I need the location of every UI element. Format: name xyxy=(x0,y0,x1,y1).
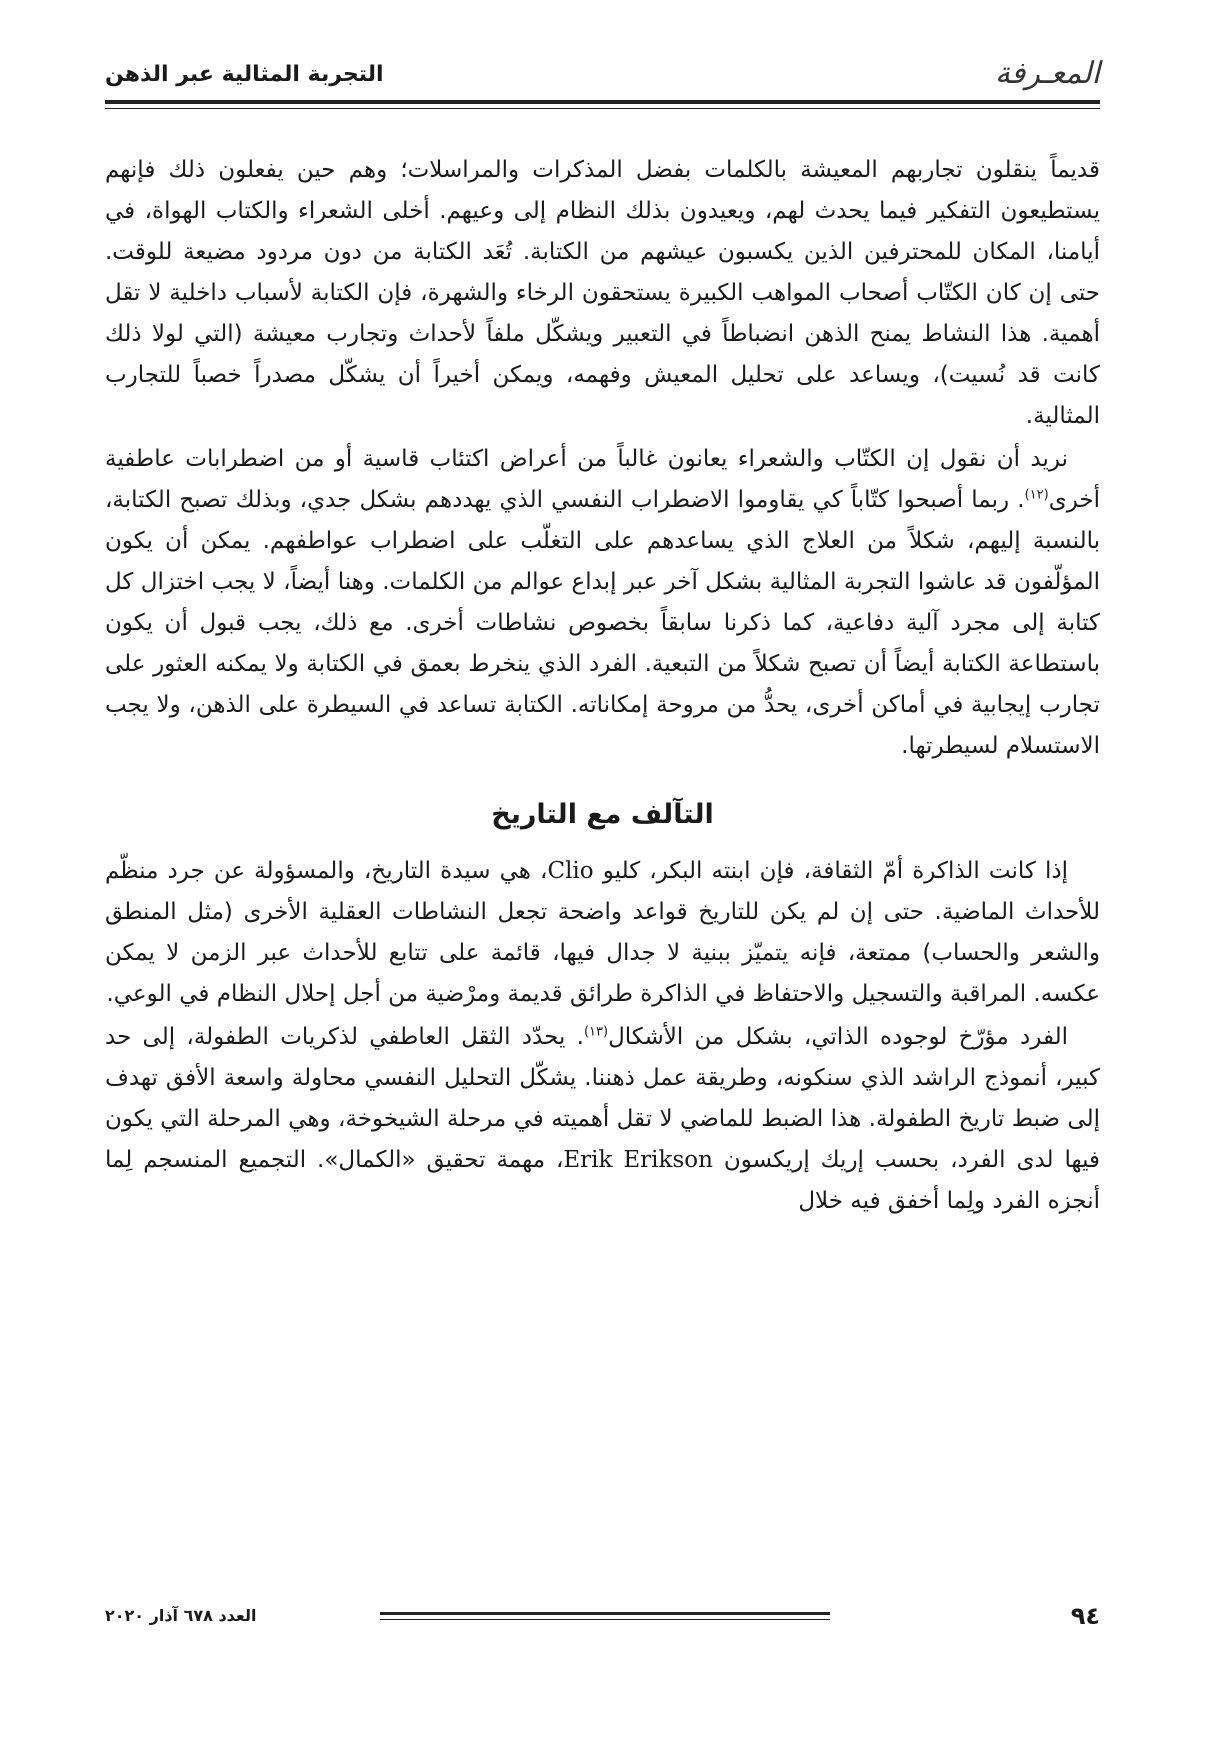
paragraph-text: الفرد مؤرّخ لوجوده الذاتي، بشكل من الأشكال xyxy=(608,1024,1068,1050)
paragraph-text: ، هي سيدة التاريخ، والمسؤولة عن جرد منظّم للأحداث الماضية. حتى إن لم يكن للتاريخ قواعد واضحة تجعل النشاطات العقلية الأخرى (مثل المنطق والشعر والحساب) ممتعة، فإنه يتميّز ببنية لا جدال فيها، قائمة على تتابع للأحداث عبر الزمن لا يمكن عكسه. المراقبة والتسجيل والاحتفاظ في الذاكرة طرائق قديمة ومرْضية من أجل إحلال النظام في الوعي. xyxy=(105,858,1100,1007)
paragraph-text: . يحدّد الثقل العاطفي لذكريات الطفولة، إلى حد كبير، أنموذج الراشد الذي سنكونه، وطريقة عمل ذهننا. يشكّل التحليل النفسي محاولة واسعة الأفق تهدف إلى ضبط تاريخ الطفولة. هذا الضبط للماضي لا تقل أهميته في مرحلة الشيخوخة، وهي المرحلة التي يكون فيها لدى الفرد، بحسب إريك إريكسون xyxy=(105,1024,1100,1173)
magazine-logo: المعـرفة xyxy=(994,56,1100,91)
paragraph-text: نريد أن نقول إن الكتّاب والشعراء يعانون غالباً من أعراض اكتئاب قاسية أو من اضطرابات عاطفية أخرى xyxy=(105,446,1100,513)
paragraph xyxy=(105,150,1100,437)
header-rule-thin xyxy=(105,108,1100,109)
page-header xyxy=(105,52,1100,100)
paragraph-text: . ربما أصبحوا كتّاباً كي يقاوموا الاضطراب النفسي الذي يهددهم بشكل جدي، وبذلك تصبح الكتابة، بالنسبة إليهم، شكلاً من العلاج الذي يساعدهم على التغلّب على اضطراب عواطفهم. يمكن أن يكون المؤلّفون قد عاشوا التجربة المثالية بشكل آخر عبر إبداع عوالم من الكلمات. وهنا أيضاً، لا يجب اختزال كل كتابة إلى مجرد آلية دفاعية، كما ذكرنا سابقاً بخصوص نشاطات أخرى. مع ذلك، يجب قبول أن يكون باستطاعة الكتابة أيضاً أن تصبح شكلاً من التبعية. الفرد الذي ينخرط بعمق في الكتابة ولا يمكنه العثور على تجارب إيجابية في أماكن أخرى، يحدُّ من مروحة إمكاناته. الكتابة تساعد في السيطرة على الذهن، ولا يجب الاستسلام لسيطرتها. xyxy=(105,487,1100,759)
header-rule xyxy=(105,100,1100,104)
footnote-marker: (١٢) xyxy=(1024,487,1049,503)
issue-info: العدد ٦٧٨ آذار ٢٠٢٠ xyxy=(105,1606,257,1625)
paragraph-text: ، مهمة تحقيق «الكمال». التجميع المنسجم لِما أنجزه الفرد ولِما أخفق فيه خلال xyxy=(105,1147,1100,1214)
section-heading: التآلف مع التاريخ xyxy=(491,799,714,830)
latin-term: Clio xyxy=(547,858,594,884)
paragraph xyxy=(105,1017,1100,1222)
page-number: ٩٤ xyxy=(1070,1602,1100,1630)
article-body xyxy=(105,150,1100,1222)
paragraph xyxy=(105,851,1100,1015)
paragraph-text: قديماً ينقلون تجاربهم المعيشة بالكلمات بفضل المذكرات والمراسلات؛ وهم حين يفعلون ذلك فإنهم يستطيعون التفكير فيما يحدث لهم، ويعيدون بذلك النظام إلى وعيهم. أخلى الشعراء والكتاب الهواة، في أيامنا، المكان للمحترفين الذين يكسبون عيشهم من الكتابة. تُعَد الكتابة من دون مردود مضيعة للوقت. حتى إن كان الكتّاب أصحاب المواهب الكبيرة يستحقون الرخاء والشهرة، فإن الكتابة لأسباب داخلية لا تقل أهمية. هذا النشاط يمنح الذهن انضباطاً في التعبير ويشكّل ملفاً لأحداث وتجارب معيشة (التي لولا ذلك كانت قد نُسيت)، ويساعد على تحليل المعيش وفهمه، ويمكن أخيراً أن يشكّل مصدراً خصباً للتجارب المثالية. xyxy=(105,157,1100,429)
latin-term: Erik Erikson xyxy=(563,1147,713,1173)
page-footer xyxy=(105,1600,1100,1640)
paragraph xyxy=(105,439,1100,767)
footnote-marker: (١٣) xyxy=(583,1024,609,1040)
paragraph-text: إذا كانت الذاكرة أمّ الثقافة، فإن ابنته البكر، كليو xyxy=(593,858,1068,884)
running-title: التجربة المثالية عبر الذهن xyxy=(105,62,384,87)
